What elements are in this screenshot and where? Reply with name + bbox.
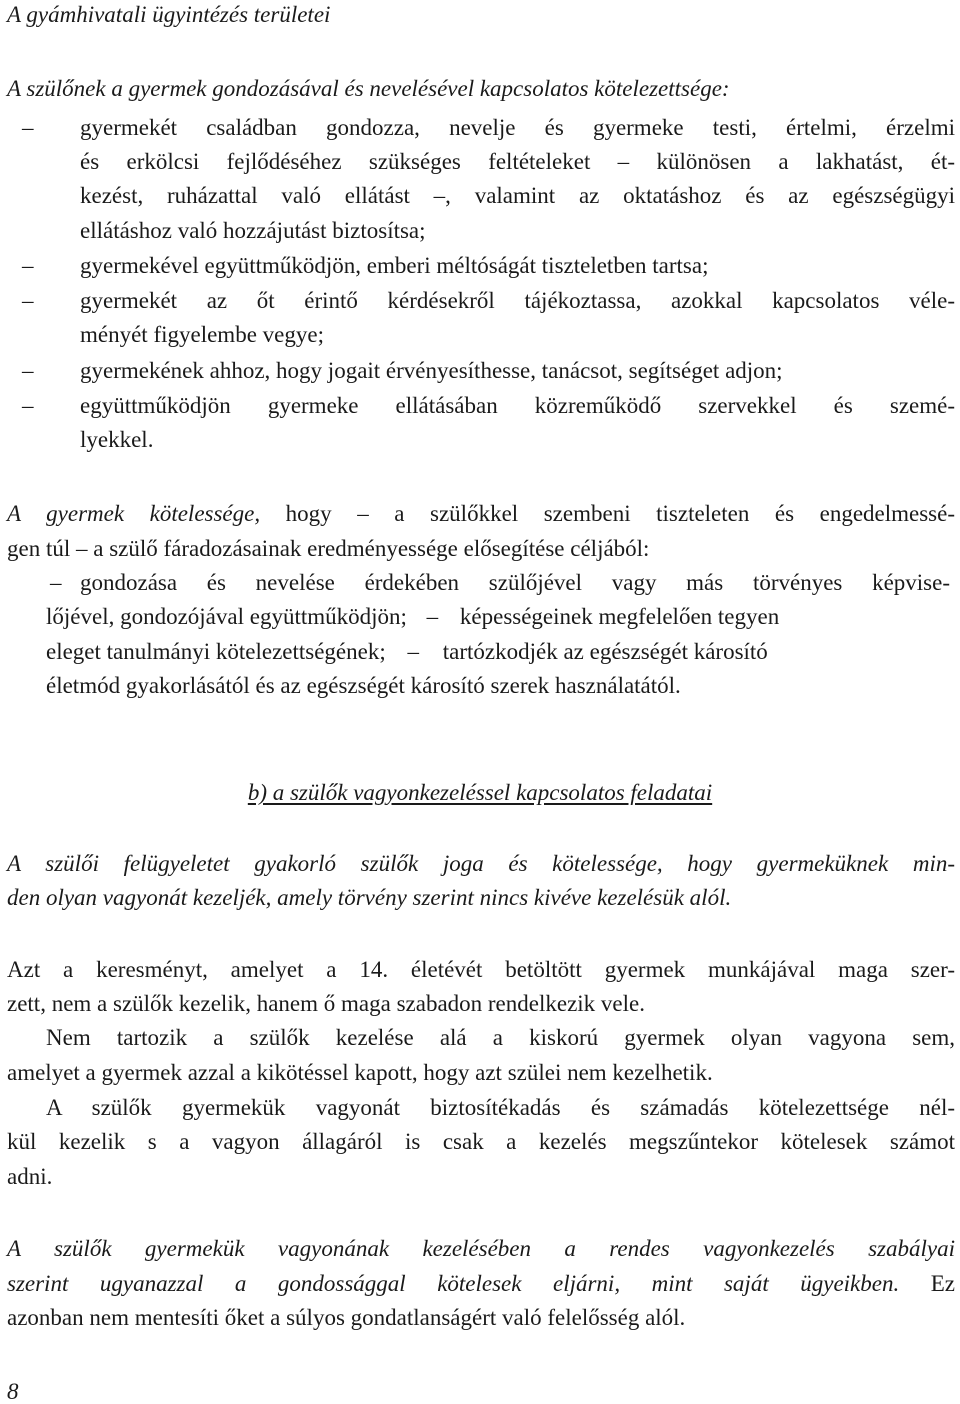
list-item-line: együttműködjön gyermeke ellátásában közreműködő szervekkel és szemé- — [80, 393, 955, 418]
list-item-line: kezést, ruházattal való ellátást –, valamint az oktatáshoz és az egészségügyi — [80, 183, 955, 208]
paragraph-text: Ez — [930, 1271, 955, 1296]
paragraph-line: Nem tartozik a szülők kezelése alá a kiskorú gyermek olyan vagyona sem, — [46, 1025, 955, 1050]
paragraph-line: A szülők gyermekük vagyonának kezelésében a rendes vagyonkezelés szabályai — [7, 1236, 955, 1261]
paragraph-line: azonban nem mentesíti őket a súlyos gondatlanságért való felelősség alól. — [7, 1305, 686, 1330]
child-duty-line: életmód gyakorlásától és az egészségét károsító szerek használatától. — [46, 673, 681, 698]
page-number: 8 — [7, 1379, 19, 1404]
list-dash: – — [22, 288, 34, 313]
child-duty-line: gen túl – a szülő fáradozásainak eredményessége elősegítése céljából: — [7, 536, 650, 561]
list-item-line: és erkölcsi fejlődéséhez szükséges feltételeket – különösen a lakhatást, ét- — [80, 149, 955, 174]
list-item-line: lyekkel. — [80, 427, 154, 452]
list-item-line: gyermekét családban gondozza, nevelje és gyermeke testi, értelmi, érzelmi — [80, 115, 955, 140]
paragraph-line: adni. — [7, 1164, 53, 1189]
child-duty-text: lőjével, gondozójával együttműködjön; — [46, 604, 407, 629]
paragraph-line: zett, nem a szülők kezelik, hanem ő maga szabadon rendelkezik vele. — [7, 991, 645, 1016]
child-duty-line — [7, 499, 955, 529]
paragraph-line: Azt a keresményt, amelyet a 14. életévét betöltött gyermek munkájával maga szer- — [7, 957, 955, 982]
list-dash: – — [426, 604, 439, 629]
list-dash: – — [22, 358, 34, 383]
list-dash: – — [22, 393, 34, 418]
child-duty-lead: A gyermek kötelessége, — [7, 501, 261, 526]
paragraph-line: A szülői felügyeletet gyakorló szülők joga és kötelessége, hogy gyermeküknek min- — [7, 851, 955, 876]
child-duty-line — [46, 602, 955, 632]
section-intro: A szülőnek a gyermek gondozásával és nevelésével kapcsolatos kötelezettsége: — [7, 76, 730, 101]
paragraph-line: A szülők gyermekük vagyonát biztosítékadás és számadás kötelezettsége nél- — [46, 1095, 955, 1120]
list-item-line: ményét figyelembe vegye; — [80, 322, 324, 347]
section-heading: b) a szülők vagyonkezeléssel kapcsolatos feladatai — [247, 780, 713, 805]
child-duty-text: képességeinek megfelelően tegyen — [459, 604, 780, 629]
list-dash: – — [50, 570, 62, 595]
list-item-line: gyermekének ahhoz, hogy jogait érvényesíthesse, tanácsot, segítséget adjon; — [80, 358, 783, 383]
list-dash: – — [22, 253, 34, 278]
paragraph-text: szerint ugyanazzal a gondossággal kötelesek eljárni, mint saját ügyeikben. — [7, 1271, 900, 1296]
paragraph-line: den olyan vagyonát kezeljék, amely törvény szerint nincs kivéve kezelésük alól. — [7, 885, 732, 910]
child-duty-line: gondozása és nevelése érdekében szülőjével vagy más törvényes képvise- — [80, 570, 950, 595]
child-duty-text: tartózkodjék az egészségét károsító — [442, 639, 768, 664]
running-header: A gyámhivatali ügyintézés területei — [7, 2, 331, 27]
paragraph-line: amelyet a gyermek azzal a kikötéssel kapott, hogy azt szülei nem kezelhetik. — [7, 1060, 713, 1085]
child-duty-text: eleget tanulmányi kötelezettségének; — [46, 639, 386, 664]
list-dash: – — [407, 639, 419, 664]
list-dash: – — [22, 115, 34, 140]
paragraph-line — [7, 1269, 955, 1299]
child-duty-line — [46, 637, 955, 667]
paragraph-line: kül kezelik s a vagyon állagáról is csak a kezelés megszűntekor kötelesek számot — [7, 1129, 955, 1154]
list-item-line: gyermekét az őt érintő kérdésekről tájékoztassa, azokkal kapcsolatos véle- — [80, 288, 955, 313]
list-item-line: gyermekével együttműködjön, emberi méltóságát tiszteletben tartsa; — [80, 253, 709, 278]
list-item-line: ellátáshoz való hozzájutást biztosítsa; — [80, 218, 426, 243]
child-duty-text: hogy – a szülőkkel szembeni tiszteleten és engedelmessé- — [285, 501, 956, 526]
